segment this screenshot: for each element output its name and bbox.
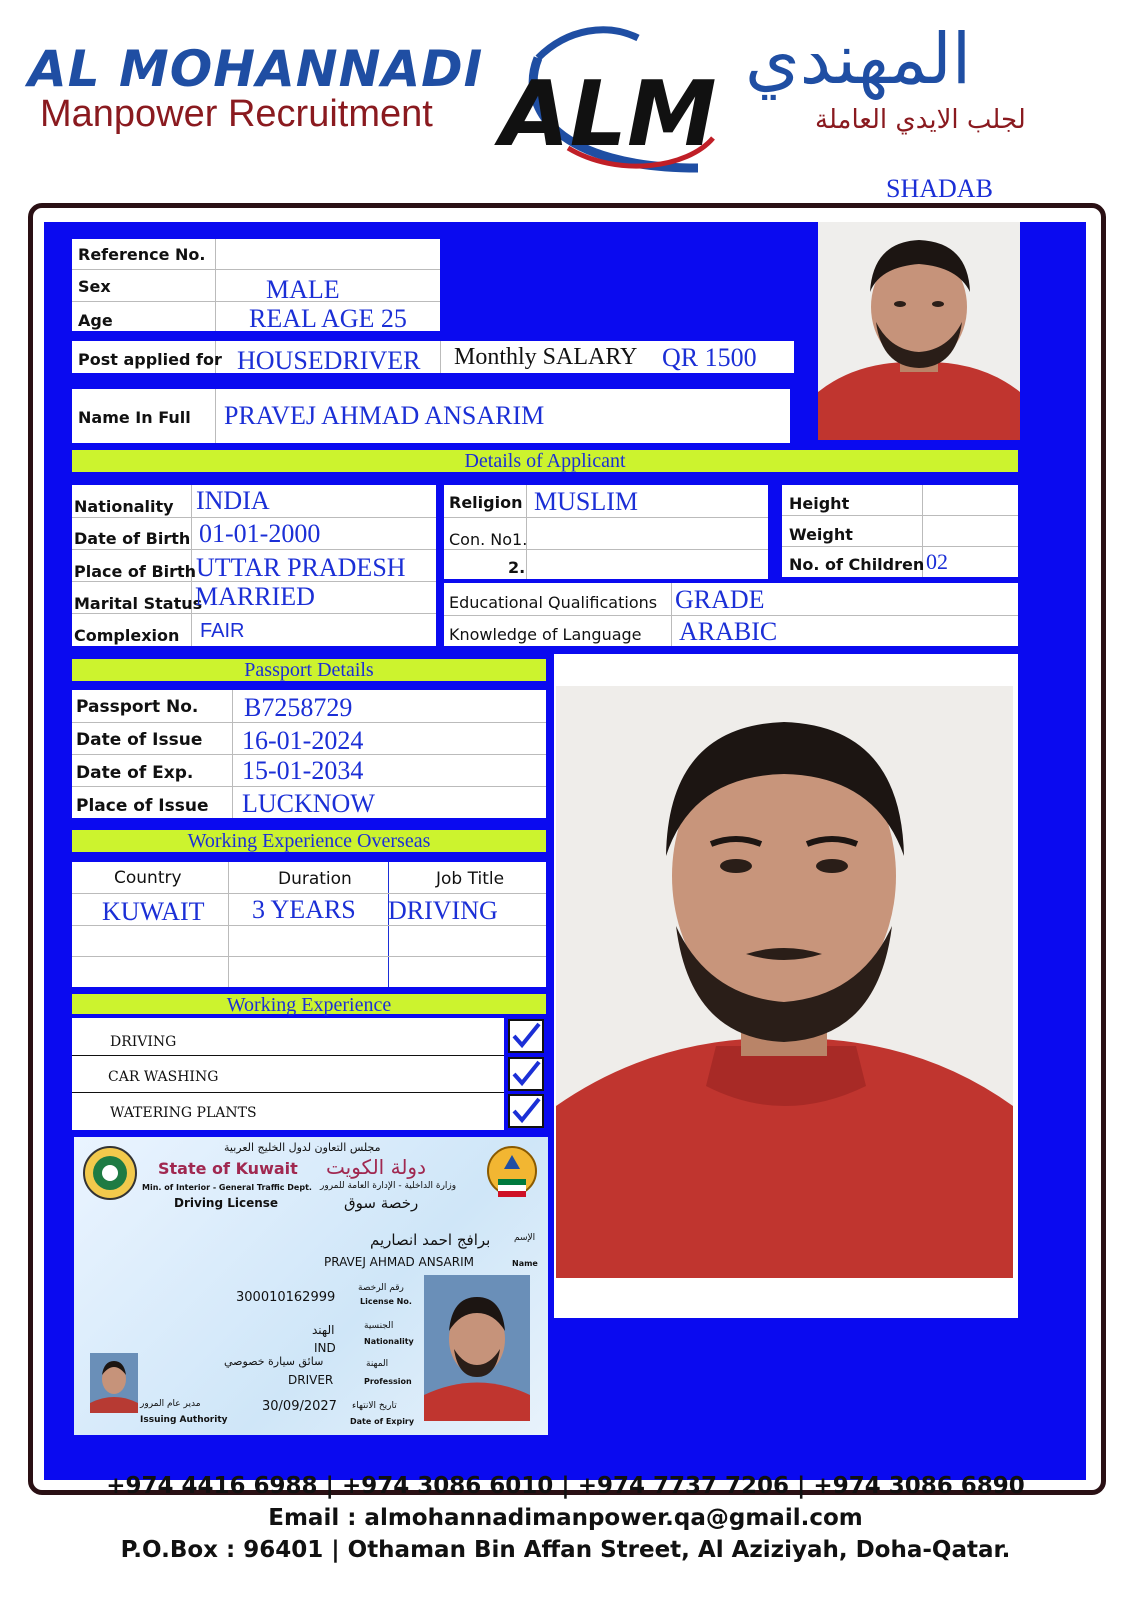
language-value: ARABIC bbox=[679, 617, 778, 646]
kuwait-emblem-icon bbox=[486, 1145, 538, 1205]
col-duration-header: Duration bbox=[278, 869, 352, 889]
agent-name: SHADAB bbox=[886, 174, 993, 203]
height-label: Height bbox=[789, 494, 850, 513]
overseas-experience-header: Working Experience Overseas bbox=[72, 830, 546, 852]
nationality-value: INDIA bbox=[196, 486, 270, 515]
name-value: PRAVEJ AHMAD ANSARIM bbox=[224, 401, 545, 430]
religion-label: Religion bbox=[449, 493, 523, 512]
name-label: Name bbox=[512, 1259, 538, 1268]
applicant-photo-small bbox=[818, 222, 1020, 440]
profession-label: Profession bbox=[364, 1377, 412, 1386]
brand-name-arabic: المهندي bbox=[745, 18, 972, 100]
dept-english: Min. of Interior - General Traffic Dept. bbox=[142, 1183, 312, 1192]
checkmark-icon bbox=[510, 1059, 542, 1089]
pob-value: UTTAR PRADESH bbox=[196, 553, 406, 582]
profession-arabic: سائق سيارة خصوصي bbox=[224, 1355, 324, 1368]
person-portrait-icon bbox=[818, 222, 1020, 440]
reference-label: Reference No. bbox=[78, 245, 206, 264]
skill-item: DRIVING bbox=[110, 1034, 177, 1050]
pob-label: Place of Birth bbox=[74, 562, 197, 581]
dept-arabic: وزارة الداخلية - الإدارة العامة للمرور bbox=[320, 1181, 457, 1191]
name-label: Name In Full bbox=[78, 408, 191, 427]
name-arabic-label: الإسم bbox=[514, 1233, 536, 1243]
language-label: Knowledge of Language bbox=[449, 625, 642, 644]
skill-item: CAR WASHING bbox=[108, 1069, 219, 1085]
details-applicant-header: Details of Applicant bbox=[72, 450, 1018, 472]
overseas-job-value: DRIVING bbox=[388, 896, 498, 925]
age-label: Age bbox=[78, 311, 113, 330]
overseas-duration-value: 3 YEARS bbox=[252, 895, 356, 924]
marital-label: Marital Status bbox=[74, 594, 203, 613]
footer-phones: +974 4416 6988 | +974 3086 6010 | +974 7737 7206 | +974 3086 6890 bbox=[106, 1473, 1025, 1499]
passport-place-label: Place of Issue bbox=[76, 796, 209, 816]
checkmark-icon bbox=[510, 1021, 542, 1051]
footer-email: Email : almohannadimanpower.qa@gmail.com bbox=[268, 1505, 863, 1531]
complexion-value: FAIR bbox=[200, 620, 245, 642]
authority-arabic: مدير عام المرور bbox=[140, 1399, 201, 1409]
gcc-emblem-icon bbox=[82, 1145, 138, 1201]
license-type-english: Driving License bbox=[174, 1196, 279, 1210]
passport-place-value: LUCKNOW bbox=[242, 789, 375, 818]
dob-value: 01-01-2000 bbox=[199, 519, 321, 548]
passport-number-label: Passport No. bbox=[76, 697, 199, 717]
checkmark-icon bbox=[510, 1096, 542, 1126]
passport-issue-value: 16-01-2024 bbox=[242, 726, 364, 755]
license-small-photo-icon bbox=[90, 1353, 138, 1413]
children-label: No. of Children bbox=[789, 555, 925, 574]
state-arabic: دولة الكويت bbox=[326, 1155, 426, 1179]
passport-exp-label: Date of Exp. bbox=[76, 763, 194, 783]
nationality-label: Nationality bbox=[74, 497, 174, 516]
skill-checkbox[interactable] bbox=[508, 1057, 544, 1091]
education-value: GRADE bbox=[675, 585, 765, 614]
license-number-label: License No. bbox=[360, 1297, 412, 1306]
expiry-label: Date of Expiry bbox=[350, 1417, 415, 1426]
driving-license-card bbox=[74, 1137, 548, 1435]
gcc-arabic: مجلس التعاون لدول الخليج العربية bbox=[224, 1141, 381, 1154]
education-label: Educational Qualifications bbox=[449, 593, 658, 612]
religion-value: MUSLIM bbox=[534, 487, 639, 516]
sex-value: MALE bbox=[266, 275, 340, 304]
children-value: 02 bbox=[926, 549, 948, 574]
expiry-arabic-label: تاريخ الانتهاء bbox=[352, 1401, 397, 1411]
skill-item: WATERING PLANTS bbox=[110, 1105, 257, 1121]
skill-checkbox[interactable] bbox=[508, 1094, 544, 1128]
post-label: Post applied for bbox=[78, 350, 222, 369]
person-portrait-icon bbox=[556, 686, 1013, 1278]
passport-exp-value: 15-01-2034 bbox=[242, 756, 364, 785]
age-value: REAL AGE 25 bbox=[249, 304, 407, 333]
contact1-label: Con. No1. bbox=[449, 530, 528, 549]
applicant-photo-large bbox=[556, 686, 1013, 1278]
marital-value: MARRIED bbox=[195, 582, 315, 611]
license-type-arabic: رخصة سوق bbox=[344, 1194, 419, 1212]
dob-label: Date of Birth bbox=[74, 529, 191, 548]
passport-number-value: B7258729 bbox=[244, 693, 353, 722]
salary-label: Monthly SALARY bbox=[454, 344, 638, 370]
nationality-card-label: Nationality bbox=[364, 1337, 414, 1346]
passport-issue-label: Date of Issue bbox=[76, 730, 203, 750]
contact2-label: 2. bbox=[508, 558, 526, 577]
license-number-arabic-label: رقم الرخصة bbox=[358, 1283, 404, 1293]
profession: DRIVER bbox=[288, 1373, 334, 1387]
passport-details-header: Passport Details bbox=[72, 659, 546, 681]
nationality-arabic: الهند bbox=[312, 1323, 335, 1337]
weight-label: Weight bbox=[789, 525, 853, 544]
col-country-header: Country bbox=[114, 868, 182, 888]
nationality-code: IND bbox=[314, 1341, 336, 1355]
expiry-date: 30/09/2027 bbox=[262, 1399, 337, 1414]
col-job-header: Job Title bbox=[436, 869, 505, 889]
working-experience-header: Working Experience bbox=[72, 994, 546, 1014]
profession-arabic-label: المهنة bbox=[366, 1359, 389, 1369]
holder-name-arabic: برافج احمد انصاريم bbox=[370, 1231, 491, 1249]
overseas-country-value: KUWAIT bbox=[102, 897, 205, 926]
alm-logo-text: ALM bbox=[500, 62, 717, 167]
license-number: 300010162999 bbox=[236, 1290, 336, 1305]
complexion-label: Complexion bbox=[74, 626, 180, 645]
nationality-arabic-label: الجنسية bbox=[364, 1321, 394, 1331]
license-main-photo-icon bbox=[424, 1275, 530, 1421]
salary-value: QR 1500 bbox=[662, 343, 757, 372]
brand-subtitle-english: Manpower Recruitment bbox=[40, 93, 433, 135]
sex-label: Sex bbox=[78, 277, 111, 296]
brand-name-english: AL MOHANNADI bbox=[28, 40, 484, 98]
brand-subtitle-arabic: لجلب الايدي العاملة bbox=[815, 105, 1026, 135]
issuing-authority-label: Issuing Authority bbox=[140, 1415, 228, 1425]
post-value: HOUSEDRIVER bbox=[237, 346, 421, 375]
footer-address: P.O.Box : 96401 | Othaman Bin Affan Street, Al Aziziyah, Doha-Qatar. bbox=[120, 1537, 1011, 1563]
holder-name-english: PRAVEJ AHMAD ANSARIM bbox=[324, 1255, 474, 1269]
skill-checkbox[interactable] bbox=[508, 1019, 544, 1053]
state-english: State of Kuwait bbox=[158, 1159, 298, 1178]
